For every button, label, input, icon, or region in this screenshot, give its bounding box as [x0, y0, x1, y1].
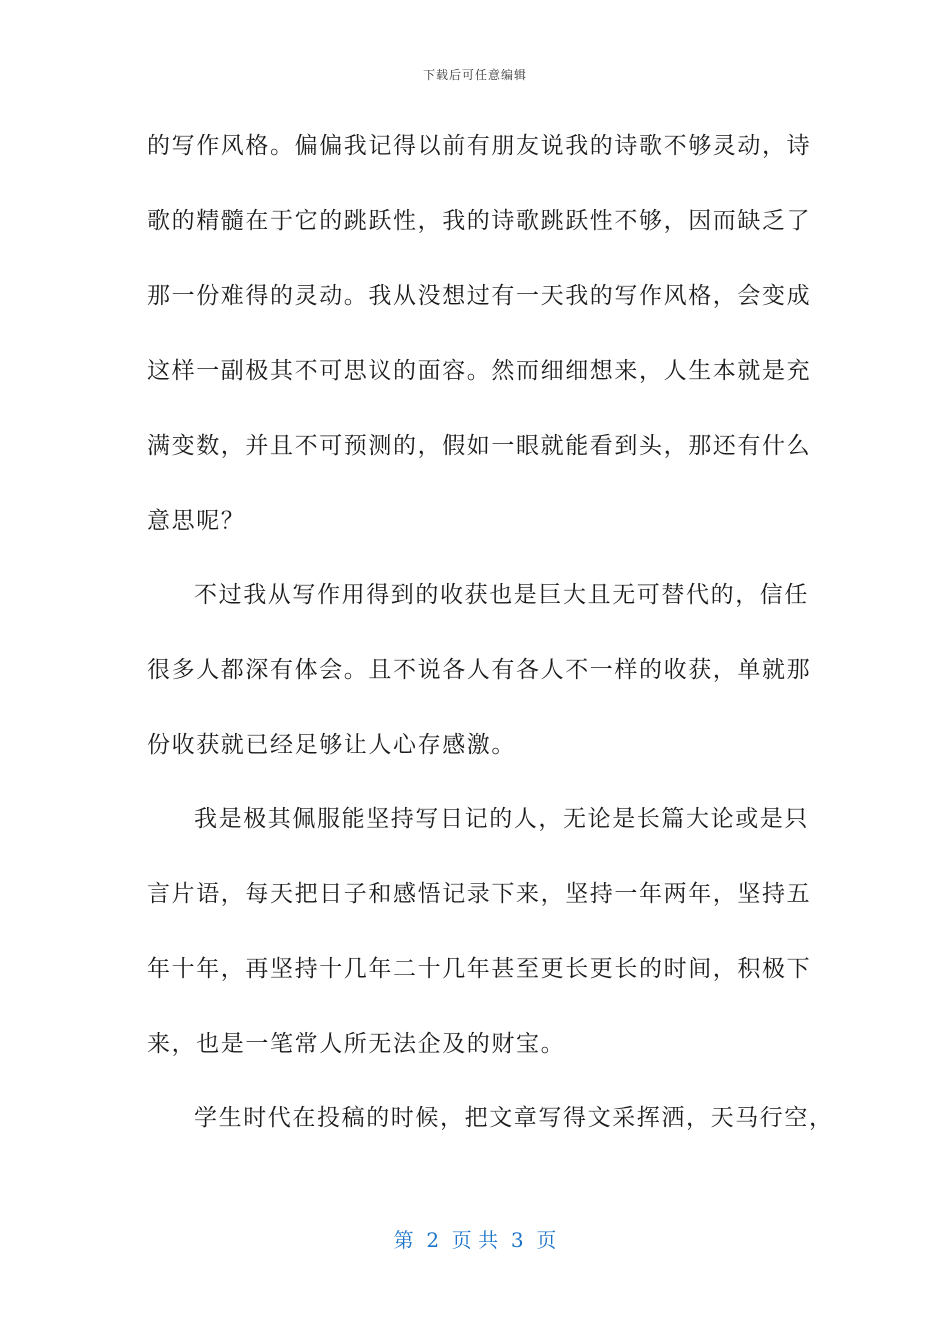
text-line: 意思呢？	[147, 508, 246, 534]
text-line: 我是极其佩服能坚持写日记的人，无论是长篇大论或是只	[194, 806, 809, 832]
text-line: 歌的精髓在于它的跳跃性，我的诗歌跳跃性不够，因而缺乏了	[147, 208, 812, 234]
text-line: 来，也是一笔常人所无法企及的财宝。	[147, 1031, 566, 1057]
text-line: 份收获就已经足够让人心存感激。	[147, 732, 516, 758]
text-line: 满变数，并且不可预测的，假如一眼就能看到头，那还有什么	[147, 433, 812, 459]
text-line: 那一份难得的灵动。我从没想过有一天我的写作风格，会变成	[147, 283, 812, 309]
text-line: 学生时代在投稿的时候，把文章写得文采挥洒，天马行空，	[194, 1105, 834, 1131]
page-header-note: 下载后可任意编辑	[422, 68, 527, 82]
text-line: 很多人都深有体会。且不说各人有各人不一样的收获，单就那	[147, 657, 812, 683]
text-line: 不过我从写作用得到的收获也是巨大且无可替代的，信任	[194, 582, 809, 608]
text-line: 年十年，再坚持十几年二十几年甚至更长更长的时间，积极下	[147, 956, 812, 982]
text-line: 的写作风格。偏偏我记得以前有朋友说我的诗歌不够灵动，诗	[147, 133, 812, 159]
page-number-footer: 第 2 页 共 3 页	[393, 1228, 557, 1252]
text-line: 言片语，每天把日子和感悟记录下来，坚持一年两年，坚持五	[147, 881, 812, 907]
text-line: 这样一副极其不可思议的面容。然而细细想来，人生本就是充	[147, 358, 812, 384]
